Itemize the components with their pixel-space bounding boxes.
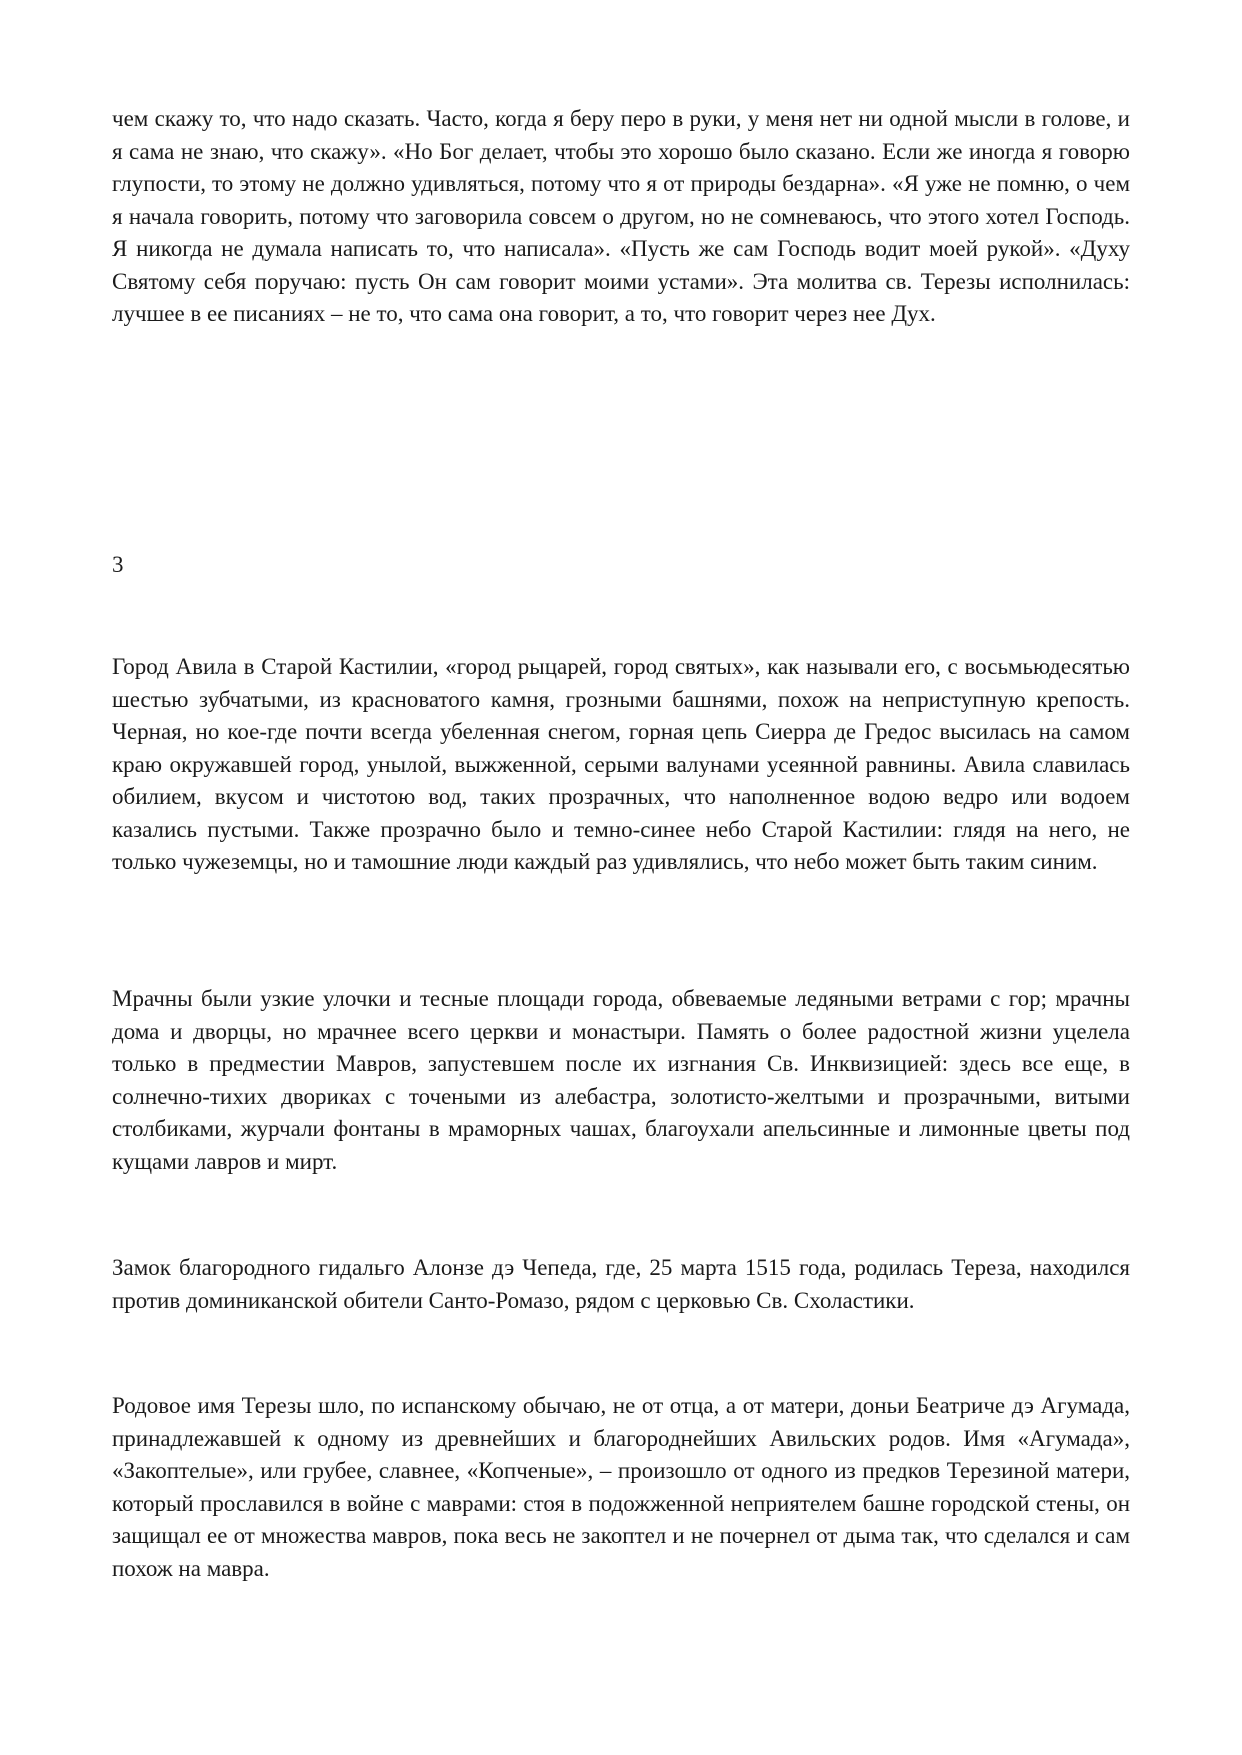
paragraph-avila-city: Город Авила в Старой Кастилии, «город рыцарей, город святых», как называли его, с восьмьюдесятью шестью зубчатыми, из красноватого камня, грозными башнями, похож на неприступную крепость. Черная, но кое-где почти всегда убеленная снегом, горная цепь Сиерра де Гредос высилась на самом краю окружавшей город, унылой, выжженной, серыми валунами усеянной равнины. Авила славилась обилием, вкусом и чистотою вод, таких прозрачных, что наполненное водою ведро или водоем казались пустыми. Также прозрачно было и темно-синее небо Старой Кастилии: глядя на него, не только чужеземцы, но и тамошние люди каждый раз удивлялись, что небо может быть таким синим. [112,654,1130,874]
paragraph-castle-birth: Замок благородного гидальго Алонзе дэ Чепеда, где, 25 марта 1515 года, родилась Тереза, находился против доминиканской обители Санто-Ромазо, рядом с церковью Св. Схоластики. [112,1255,1130,1313]
paragraph-family-name: Родовое имя Терезы шло, по испанскому обычаю, не от отца, а от матери, доньи Беатриче дэ Агумада, принадлежавшей к одному из древнейших и благороднейших Авильских родов. Имя «Агумада», «Закоптелые», или грубее, славнее, «Копченые», – произошло от одного из предков Терезиной матери, который прославился в войне с маврами: стоя в подожженной неприятелем башне городской стены, он защищал ее от множества мавров, пока весь не закоптел и не почернел от дыма так, что сделался и сам похож на мавра. [112,1393,1130,1581]
intro-paragraph: чем скажу то, что надо сказать. Часто, когда я беру перо в руки, у меня нет ни одной мысли в голове, и я сама не знаю, что скажу». «Но Бог делает, чтобы это хорошо было сказано. Если же иногда я говорю глупости, то этому не должно удивляться, потому что я от природы бездарна». «Я уже не помню, о чем я начала говорить, потому что заговорила совсем о другом, но не сомневаюсь, что этого хотел Господь. Я никогда не думала написать то, что написала». «Пусть же сам Господь водит моей рукой». «Духу Святому себя поручаю: пусть Он сам говорит моими устами». Эта молитва св. Терезы исполнилась: лучшее в ее писаниях – не то, что сама она говорит, а то, что говорит через нее Дух. [112,106,1130,326]
chapter-number: 3 [112,552,124,577]
paragraph-dark-streets: Мрачны были узкие улочки и тесные площади города, обвеваемые ледяными ветрами с гор; мрачны дома и дворцы, но мрачнее всего церкви и монастыри. Память о более радостной жизни уцелела только в предместии Мавров, запустевшем после их изгнания Св. Инквизицией: здесь все еще, в солнечно-тихих двориках с точеными из алебастра, золотисто-желтыми и прозрачными, витыми столбиками, журчали фонтаны в мраморных чашах, благоухали апельсинные и лимонные цветы под кущами лавров и мирт. [112,986,1130,1174]
